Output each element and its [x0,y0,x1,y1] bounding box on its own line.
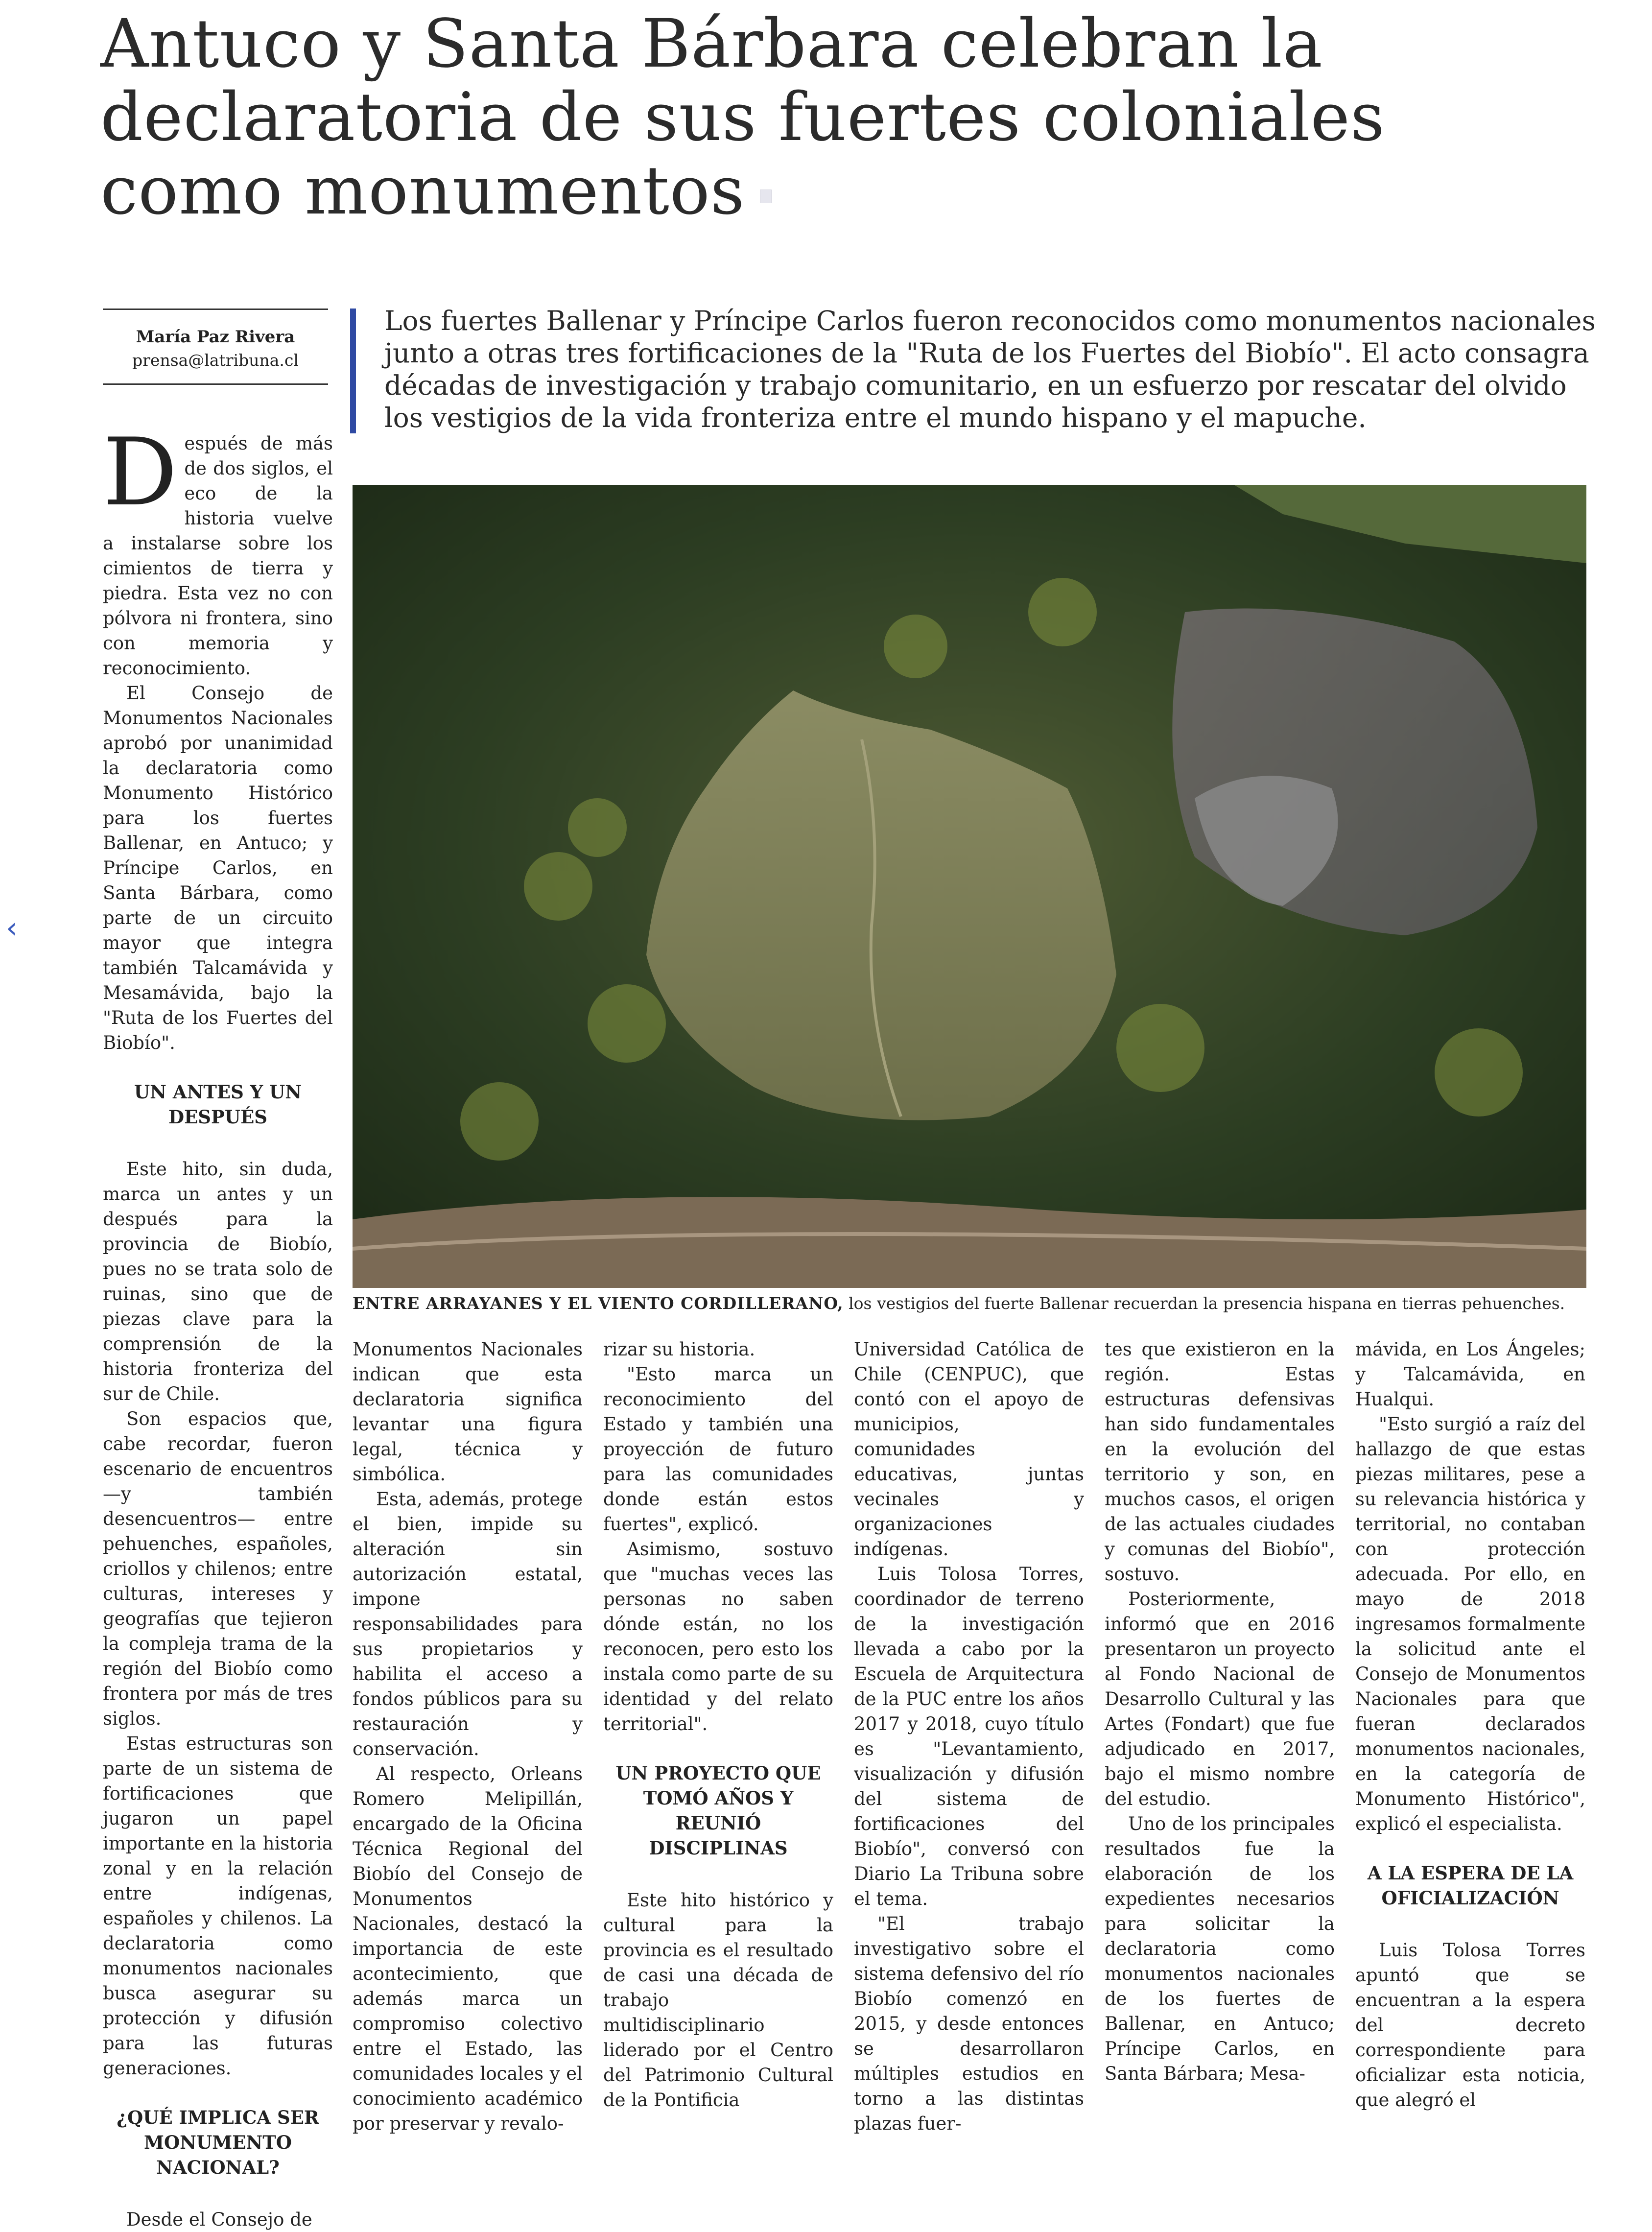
author-email[interactable]: prensa@latribuna.cl [132,351,299,370]
col2-paragraph-2: Esta, además, protege el bien, impide su alteración sin autorización estatal, impone responsabilidades para sus propietarios y habilita el acceso a fondos públicos para su restauración y conservación. [353,1489,583,1759]
col5-paragraph-2: Posteriormente, informó que en 2016 presentaron un proyecto al Fondo Nacional de Desarrollo Cultural y las Artes (Fondart) que fue adjudicado en 2017, bajo el mismo nombre del estudio. [1105,1589,1335,1809]
col6-paragraph-1: mávida, en Los Ángeles; y Talcamávida, en Hualqui. [1355,1339,1585,1410]
col6-paragraph-2: "Esto surgió a raíz del hallazgo de que estas piezas militares, pese a su relevancia histórica y territorial, no contaban con protección adecuada. Por ello, en mayo de 2018 ingresamos formalmente la solicitud ante el Consejo de Monumentos Nacionales para que fueran declarados monumentos nacionales, en la categoría de Monumento Histórico", explicó el especialista. [1355,1414,1585,1834]
note-icon[interactable] [760,190,772,203]
column-4 [854,1337,1084,2136]
col1-paragraph-5: Estas estructuras son parte de un sistema de fortificaciones que jugaron un papel importante en la historia zonal y en la relación entre indígenas, españoles y chilenos. La declaratoria como monumentos nacionales busca asegurar su protección y difusión para las futuras generaciones. [103,1733,333,2079]
col2-paragraph-1: Monumentos Nacionales indican que esta declaratoria significa levantar una figura legal, técnica y simbólica. [353,1339,583,1485]
caption-heading: ENTRE ARRAYANES Y EL VIENTO CORDILLERANO, [353,1294,844,1313]
lead-accent-bar [350,309,356,433]
subheading-proyecto: UN PROYECTO QUE TOMÓ AÑOS Y REUNIÓ DISCIPLINAS [615,1762,821,1859]
aerial-photo [353,485,1586,1288]
col5-paragraph-1: tes que existieron en la región. Estas estructuras defensivas han sido fundamentales en la evolución del territorio y son, en muchos casos, el origen de las actuales ciudades y comunas del Biobío", sostuvo. [1105,1339,1335,1585]
column-1 [103,418,333,2232]
headline-line-3 [100,154,1594,228]
col1-paragraph-1-text: espués de más de dos siglos, el eco de la historia vuelve a instalarse sobre los cimientos de tierra y piedra. Esta vez no con pólvora ni frontera, sino con memoria y reconocimiento. [103,433,333,679]
aerial-photo-image [353,485,1586,1288]
col1-paragraph-4: Son espacios que, cabe recordar, fueron escenario de encuentros —y también desencuentros— entre pehuenches, españoles, criollos y chilenos; entre culturas, intereses y geografías que tejieron la compleja trama de la región del Biobío como frontera por más de tres siglos. [103,1408,333,1729]
col3-paragraph-4: Este hito histórico y cultural para la provincia es el resultado de casi una década de trabajo multidisciplinario liderado por el Centro del Patrimonio Cultural de la Pontificia [603,1890,833,2111]
col1-paragraph-6: Desde el Consejo de [126,2209,312,2230]
col1-paragraph-3: Este hito, sin duda, marca un antes y un después para la provincia de Biobío, pues no se trata solo de ruinas, sino que de piezas clave para la comprensión de la historia fronteriza del sur de Chile. [103,1159,333,1404]
col6-paragraph-3: Luis Tolosa Torres apuntó que se encuentran a la espera del decreto correspondiente para oficializar esta noticia, que alegró el [1355,1940,1585,2111]
caption-text: los vestigios del fuerte Ballenar recuerdan la presencia hispana en tierras pehuenches. [843,1294,1565,1313]
headline [100,7,1594,228]
column-3 [603,1337,833,2113]
col5-paragraph-3: Uno de los principales resultados fue la elaboración de los expedientes necesarios para solicitar la declaratoria como monumentos nacionales de los fuertes de Ballenar, en Antuco; Príncipe Carlos, en Santa Bárbara; Mesa- [1105,1813,1335,2084]
headline-line-1: Antuco y Santa Bárbara celebran la [100,5,1323,83]
col3-paragraph-2: "Esto marca un reconocimiento del Estado y también una proyección de futuro para las comunidades donde están estos fuertes", explicó. [603,1364,833,1535]
lead-paragraph: Los fuertes Ballenar y Príncipe Carlos fueron reconocidos como monumentos nacionales junto a otras tres fortificaciones de la "Ruta de los Fuertes del Biobío". El acto consagra décadas de investigación y trabajo comunitario, en un esfuerzo por rescatar del olvido los vestigios de la vida fronteriza entre el mundo hispano y el mapuche. [384,305,1596,433]
byline [103,309,328,385]
column-2 [353,1337,583,2136]
col1-paragraph-1 [103,418,333,681]
subheading-antes-despues: UN ANTES Y UN DESPUÉS [134,1081,302,1128]
author-name: María Paz Rivera [136,327,295,347]
column-6 [1355,1337,1585,2113]
headline-line-3-text: como monumentos [100,152,745,230]
previous-page-arrow-icon[interactable]: ‹ [6,911,18,945]
col4-paragraph-1: Universidad Católica de Chile (CENPUC), que contó con el apoyo de municipios, comunidades educativas, juntas vecinales y organizaciones indígenas. [854,1339,1084,1560]
photo-caption [353,1293,1591,1314]
col1-paragraph-2: El Consejo de Monumentos Nacionales aprobó por unanimidad la declaratoria como Monumento Histórico para los fuertes Ballenar, en Antuco; y Príncipe Carlos, en Santa Bárbara, como parte de un circuito mayor que integra también Talcamávida y Mesamávida, bajo la "Ruta de los Fuertes del Biobío". [103,683,333,1053]
col2-paragraph-3: Al respecto, Orleans Romero Melipillán, encargado de la Oficina Técnica Regional del Biobío del Consejo de Monumentos Nacionales, destacó la importancia de este acontecimiento, que además marca un compromiso colectivo entre el Estado, las comunidades locales y el conocimiento académico por preservar y revalo- [353,1763,583,2134]
drop-cap: D [103,418,178,526]
column-5 [1105,1337,1335,2086]
col4-paragraph-3: "El trabajo investigativo sobre el sistema defensivo del río Biobío comenzó en 2015, y desde entonces se desarrollaron múltiples estudios en torno a las distintas plazas fuer- [854,1913,1084,2134]
headline-line-2: declaratoria de sus fuertes coloniales [100,79,1385,156]
subheading-espera: A LA ESPERA DE LA OFICIALIZACIÓN [1367,1862,1574,1909]
subheading-que-implica: ¿QUÉ IMPLICA SER MONUMENTO NACIONAL? [117,2107,319,2178]
col4-paragraph-2: Luis Tolosa Torres, coordinador de terreno de la investigación llevada a cabo por la Escuela de Arquitectura de la PUC entre los años 2017 y 2018, cuyo título es "Levantamiento, visualización y difusión del sistema de fortificaciones del Biobío", conversó con Diario La Tribuna sobre el tema. [854,1564,1084,1909]
col3-paragraph-3: Asimismo, sostuvo que "muchas veces las personas no saben dónde están, no los reconocen, pero esto los instala como parte de su identidad y del relato territorial". [603,1539,833,1734]
col3-paragraph-1: rizar su historia. [603,1339,755,1360]
